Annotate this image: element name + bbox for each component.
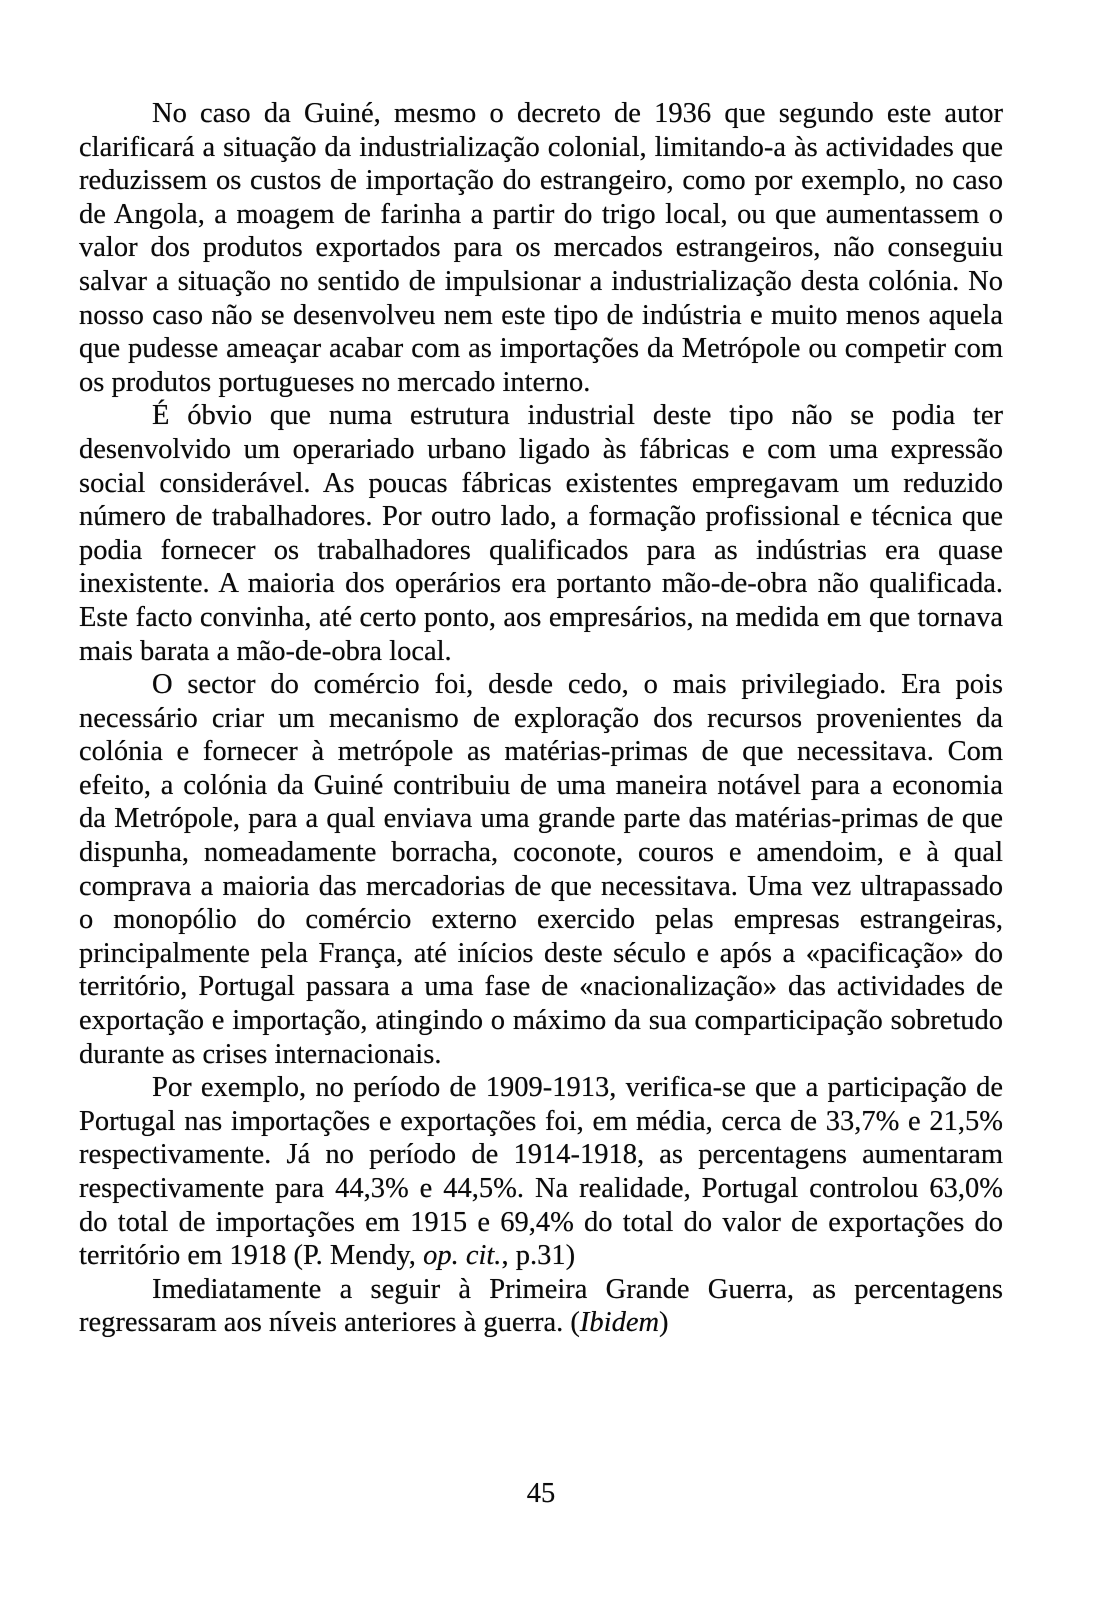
paragraph-5-end: ) <box>659 1307 669 1339</box>
paragraph-4-text: Por exemplo, no período de 1909-1913, verifica-se que a participação de Portugal nas importações e exportações foi, em média, cerca de 33,7% e 21,5% respectivamente. Já no período de 1914-1918, as percentagens aumentaram respectivamente para 44,3% e 44,5%. Na realidade, Portugal controlou 63,0% do total de importações em 1915 e 69,4% do total do valor de exportações do território em 1918 (P. Mendy, <box>79 1072 1003 1272</box>
paragraph-2: É óbvio que numa estrutura industrial deste tipo não se podia ter desenvolvido um operariado urbano ligado às fábricas e com uma expressão social considerável. As poucas fábricas existentes empregavam um reduzido número de trabalhadores. Por outro lado, a formação profissional e técnica que podia fornecer os trabalhadores qualificados para as indústrias era quase inexistente. A maioria dos operários era portanto mão-de-obra não qualificada. Este facto convinha, até certo ponto, aos empresários, na medida em que tornava mais barata a mão-de-obra local. <box>79 400 1003 667</box>
paragraph-5-text: Imediatamente a seguir à Primeira Grande Guerra, as percentagens regressaram aos níveis anteriores à guerra. ( <box>79 1273 1003 1339</box>
citation-ibidem: Ibidem <box>579 1307 660 1339</box>
paragraph-4 <box>79 1071 1003 1273</box>
body-text <box>79 97 1003 1340</box>
citation-op-cit: op. cit. <box>423 1240 502 1272</box>
paragraph-4-end: , p.31) <box>501 1240 576 1272</box>
paragraph-1: No caso da Guiné, mesmo o decreto de 1936 que segundo este autor clarificará a situação da industrialização colonial, limitando-a às actividades que reduzissem os custos de importação do estrangeiro, como por exemplo, no caso de Angola, a moagem de farinha a partir do trigo local, ou que aumentassem o valor dos produtos exportados para os mercados estrangeiros, não conseguiu salvar a situação no sentido de impulsionar a industrialização desta colónia. No nosso caso não se desenvolveu nem este tipo de indústria e muito menos aquela que pudesse ameaçar acabar com as importações da Metrópole ou competir com os produtos portugueses no mercado interno. <box>79 98 1003 398</box>
paragraph-5 <box>79 1273 1003 1340</box>
paragraph-3: O sector do comércio foi, desde cedo, o mais privilegiado. Era pois necessário criar um mecanismo de exploração dos recursos provenientes da colónia e fornecer à metrópole as matérias-primas de que necessitava. Com efeito, a colónia da Guiné contribuiu de uma maneira notável para a economia da Metrópole, para a qual enviava uma grande parte das matérias-primas de que dispunha, nomeadamente borracha, coconote, couros e amendoim, e à qual comprava a maioria das mercadorias de que necessitava. Uma vez ultrapassado o monopólio do comércio externo exercido pelas empresas estrangeiras, principalmente pela França, até inícios deste século e após a «pacificação» do território, Portugal passara a uma fase de «nacionalização» das actividades de exportação e importação, atingindo o máximo da sua comparticipação sobretudo durante as crises internacionais. <box>79 669 1003 1070</box>
page-number: 45 <box>526 1478 556 1509</box>
